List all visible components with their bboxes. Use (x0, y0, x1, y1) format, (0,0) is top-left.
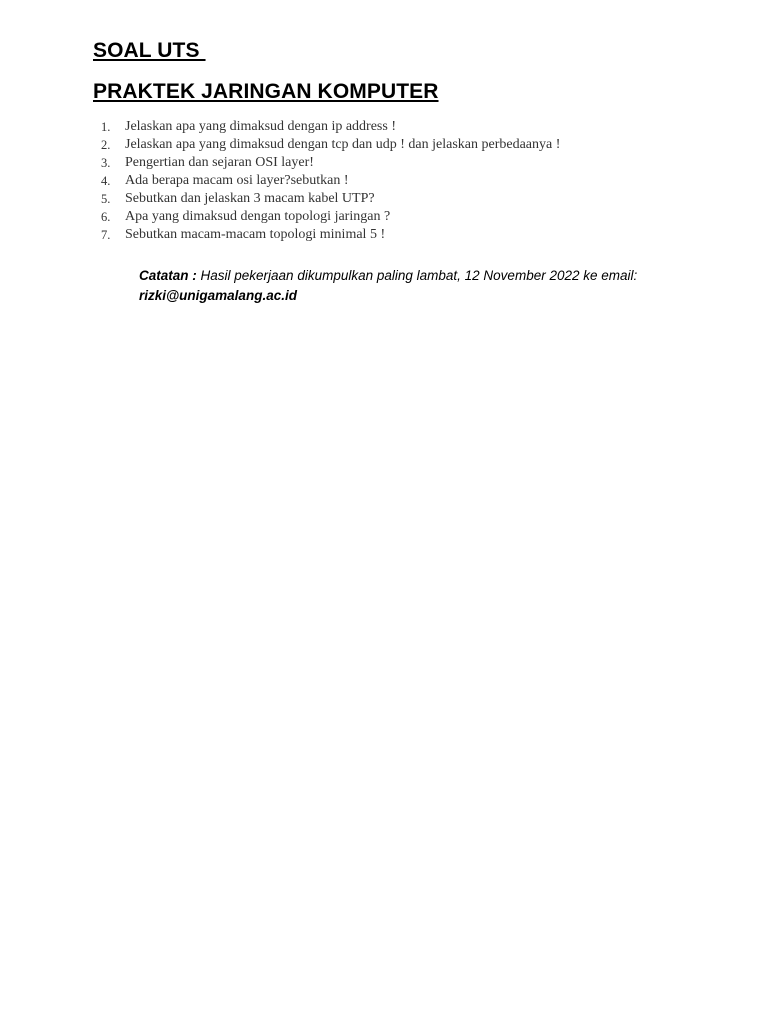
question-text: Jelaskan apa yang dimaksud dengan tcp dan udp ! dan jelaskan perbedaanya ! (125, 137, 561, 152)
question-item (0, 136, 768, 154)
question-item (0, 190, 768, 208)
question-item (0, 172, 768, 190)
note-email: rizki@unigamalang.ac.id (139, 288, 297, 303)
document-subtitle: PRAKTEK JARINGAN KOMPUTER (93, 80, 439, 103)
submission-note (139, 266, 699, 306)
question-text: Sebutkan macam-macam topologi minimal 5 ! (125, 227, 386, 242)
question-item (0, 154, 768, 172)
question-number: 7. (101, 228, 111, 242)
question-number: 6. (101, 210, 111, 224)
question-text: Ada berapa macam osi layer?sebutkan ! (125, 173, 349, 188)
question-number: 3. (101, 156, 111, 170)
question-number: 4. (101, 174, 111, 188)
note-label: Catatan : (139, 268, 197, 283)
question-text: Apa yang dimaksud dengan topologi jaringan ? (125, 209, 391, 224)
document-title: SOAL UTS (93, 39, 206, 62)
question-text: Jelaskan apa yang dimaksud dengan ip address ! (125, 119, 396, 134)
question-text: Sebutkan dan jelaskan 3 macam kabel UTP? (125, 191, 375, 206)
question-item (0, 226, 768, 244)
question-number: 5. (101, 192, 111, 206)
question-item (0, 118, 768, 136)
question-item (0, 208, 768, 226)
question-number: 2. (101, 138, 111, 152)
question-number: 1. (101, 120, 111, 134)
note-text: Hasil pekerjaan dikumpulkan paling lambat, 12 November 2022 ke email: (196, 268, 638, 283)
question-list (0, 118, 768, 244)
question-text: Pengertian dan sejaran OSI layer! (125, 155, 314, 170)
